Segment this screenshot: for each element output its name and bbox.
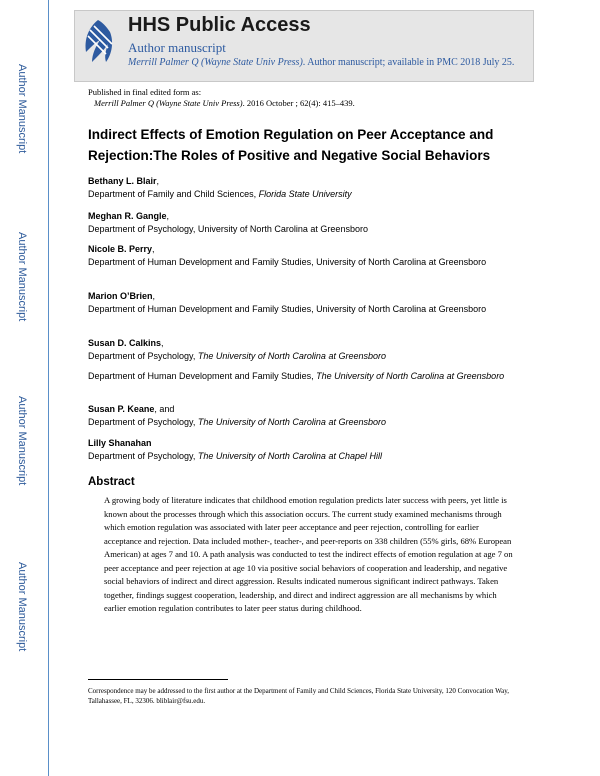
author-suffix: , and [154,404,175,414]
author-name: Bethany L. Blair [88,176,157,186]
published-citation-text: . 2016 October ; 62(4): 415–439. [242,98,355,108]
availability-text: . Author manuscript; available in PMC 2018 July 25. [302,57,515,68]
author-manuscript-side-label: Author Manuscript [16,64,28,154]
journal-name: Merrill Palmer Q (Wayne State Univ Press) [128,57,303,68]
author-block [88,175,508,201]
author-affiliation: Department of Human Development and Family Studies, University of North Carolina at Greensboro [88,257,487,267]
author-affiliation-institution: Florida State University [258,189,352,199]
author-affiliation: Department of Human Development and Family Studies, [88,371,317,381]
author-name: Nicole B. Perry [88,244,153,254]
author-name: Susan D. Calkins [88,338,162,348]
author-manuscript-side-label: Author Manuscript [16,232,28,322]
article-title: Indirect Effects of Emotion Regulation on Peer Acceptance and Rejection:The Roles of Positive and Negative Social Behaviors [88,127,494,163]
abstract-text: A growing body of literature indicates that childhood emotion regulation predicts later success with peers, yet little is known about the processes through which this association occurs. The current study examined mechanisms through which emotion regulation was associated with later peer acceptance and peer rejection, controlling for earlier acceptance and rejection. Data included mother-, teacher-, and peer-reports on 338 children (55% girls, 68% European American) at ages 7 and 10. A path analysis was conducted to test the indirect effects of emotion regulation at age 7 on peer acceptance and peer rejection at age 10 via positive social behaviors of cooperation and leadership, and negative social behaviors of indirect and direct aggression. Results indicated numerous significant indirect pathways. Taken together, findings suggest cooperation, leadership, and direct and indirect aggression are all mechanisms by which earlier emotion regulation contributes to later peer status during childhood. [104,495,513,613]
hhs-public-access-title: HHS Public Access [128,14,311,36]
author-suffix: , [152,291,156,301]
author-name: Meghan R. Gangle [88,211,167,221]
author-affiliation: Department of Human Development and Family Studies, University of North Carolina at Greensboro [88,304,487,314]
author-affiliation-institution: The University of North Carolina at Chapel Hill [197,451,382,461]
author-manuscript-side-label: Author Manuscript [16,562,28,652]
author-affiliation: Department of Psychology, [88,451,198,461]
author-suffix: , [166,211,170,221]
author-name: Susan P. Keane [88,404,155,414]
author-block [88,403,508,429]
author-suffix: , [152,244,155,254]
author-block [88,337,508,363]
hhs-eagle-logo-icon [78,16,118,68]
author-manuscript-label: Author manuscript [128,40,226,55]
author-suffix: , [161,338,164,348]
author-name: Marion O’Brien [88,291,153,301]
author-suffix: , [156,176,160,186]
left-margin-bar [0,0,49,776]
author-block [88,210,508,236]
published-citation-line [88,98,355,109]
published-journal: Merrill Palmer Q (Wayne State Univ Press) [94,98,243,108]
author-block [88,243,508,269]
published-label: Published in final edited form as: [88,87,202,97]
correspondence-footnote: Correspondence may be addressed to the first author at the Department of Family and Child Sciences, Florida State University, 120 Convocation Way, Tallahassee, FL, 32306. bliblair@fsu.edu. [88,687,510,705]
published-citation [88,87,355,109]
author-affiliation: Department of Psychology, University of North Carolina at Greensboro [88,224,368,234]
manuscript-availability-line [128,56,528,69]
footnote-divider [88,679,228,680]
author-affiliation: Department of Family and Child Sciences, [88,189,259,199]
author-affiliation: Department of Psychology, [88,417,198,427]
author-name: Lilly Shanahan [88,438,152,448]
author-affiliation: Department of Psychology, [88,351,198,361]
author-block [88,370,508,383]
author-affiliation-institution: The University of North Carolina at Greensboro [316,371,505,381]
author-block [88,290,508,316]
abstract-heading: Abstract [88,476,135,488]
author-affiliation-institution: The University of North Carolina at Greensboro [197,351,386,361]
author-manuscript-side-label: Author Manuscript [16,396,28,486]
author-affiliation-institution: The University of North Carolina at Greensboro [197,417,386,427]
author-block [88,437,508,463]
